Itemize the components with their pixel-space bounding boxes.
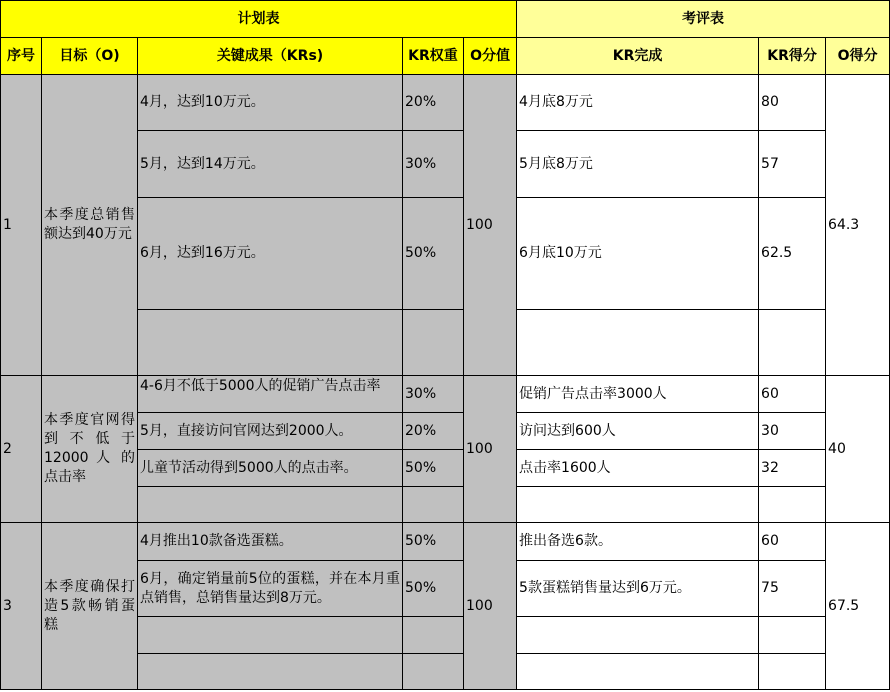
table-row [1,376,890,413]
kr-done-cell: 6月底10万元 [517,198,759,310]
kr-weight-cell: 20% [403,75,464,131]
kr-score-cell [759,487,826,523]
header-o-value: O分值 [464,38,517,75]
table-row [1,75,890,131]
kr-done-cell: 点击率1600人 [517,450,759,487]
kr-cell: 6月，达到16万元。 [138,198,403,310]
kr-cell: 4月，达到10万元。 [138,75,403,131]
kr-done-cell: 5款蛋糕销售量达到6万元。 [517,561,759,617]
o-score-cell: 40 [826,376,890,523]
o-value-cell: 100 [464,75,517,376]
objective-cell: 本季度确保打造5款畅销蛋糕 [42,523,138,690]
table-row [1,523,890,561]
kr-cell: 儿童节活动得到5000人的点击率。 [138,450,403,487]
group-no: 1 [1,75,42,376]
objective-cell: 本季度官网得到不低于12000 人 的点击率 [42,376,138,523]
kr-weight-cell: 30% [403,131,464,198]
kr-score-cell: 60 [759,523,826,561]
kr-weight-cell: 20% [403,413,464,450]
kr-score-cell: 60 [759,376,826,413]
kr-score-cell: 57 [759,131,826,198]
kr-done-cell: 4月底8万元 [517,75,759,131]
kr-done-cell: 推出备选6款。 [517,523,759,561]
kr-weight-cell: 50% [403,450,464,487]
eval-table-title: 考评表 [517,1,890,38]
kr-score-cell: 80 [759,75,826,131]
kr-score-cell: 75 [759,561,826,617]
header-objective: 目标（O) [42,38,138,75]
kr-weight-cell: 30% [403,376,464,413]
kr-done-cell: 访问达到600人 [517,413,759,450]
o-score-cell: 64.3 [826,75,890,376]
group-no: 2 [1,376,42,523]
header-o-score: O得分 [826,38,890,75]
header-krs: 关键成果（KRs) [138,38,403,75]
group-no: 3 [1,523,42,690]
kr-cell: 4月推出10款备选蛋糕。 [138,523,403,561]
kr-weight-cell: 50% [403,561,464,617]
plan-table-title: 计划表 [1,1,517,38]
kr-score-cell: 30 [759,413,826,450]
kr-done-cell: 促销广告点击率3000人 [517,376,759,413]
header-kr-done: KR完成 [517,38,759,75]
header-kr-score: KR得分 [759,38,826,75]
header-kr-weight: KR权重 [403,38,464,75]
kr-score-cell: 62.5 [759,198,826,310]
kr-weight-cell [403,617,464,654]
kr-cell: 5月，达到14万元。 [138,131,403,198]
kr-done-cell [517,617,759,654]
kr-done-cell: 5月底8万元 [517,131,759,198]
kr-score-cell [759,617,826,654]
kr-done-cell [517,310,759,376]
kr-weight-cell: 50% [403,198,464,310]
kr-weight-cell [403,310,464,376]
kr-cell [138,487,403,523]
kr-weight-cell [403,654,464,690]
kr-cell [138,654,403,690]
kr-score-cell [759,654,826,690]
kr-weight-cell [403,487,464,523]
kr-cell: 6月，确定销量前5位的蛋糕，并在本月重点销售，总销售量达到8万元。 [138,561,403,617]
objective-cell: 本季度总销售额达到40万元 [42,75,138,376]
o-value-cell: 100 [464,523,517,690]
kr-cell: 4-6月不低于5000人的促销广告点击率 [138,376,403,413]
kr-score-cell: 32 [759,450,826,487]
o-score-cell: 67.5 [826,523,890,690]
kr-cell: 5月，直接访问官网达到2000人。 [138,413,403,450]
kr-cell [138,310,403,376]
kr-done-cell [517,487,759,523]
kr-cell [138,617,403,654]
header-no: 序号 [1,38,42,75]
o-value-cell: 100 [464,376,517,523]
kr-score-cell [759,310,826,376]
kr-weight-cell: 50% [403,523,464,561]
kr-done-cell [517,654,759,690]
